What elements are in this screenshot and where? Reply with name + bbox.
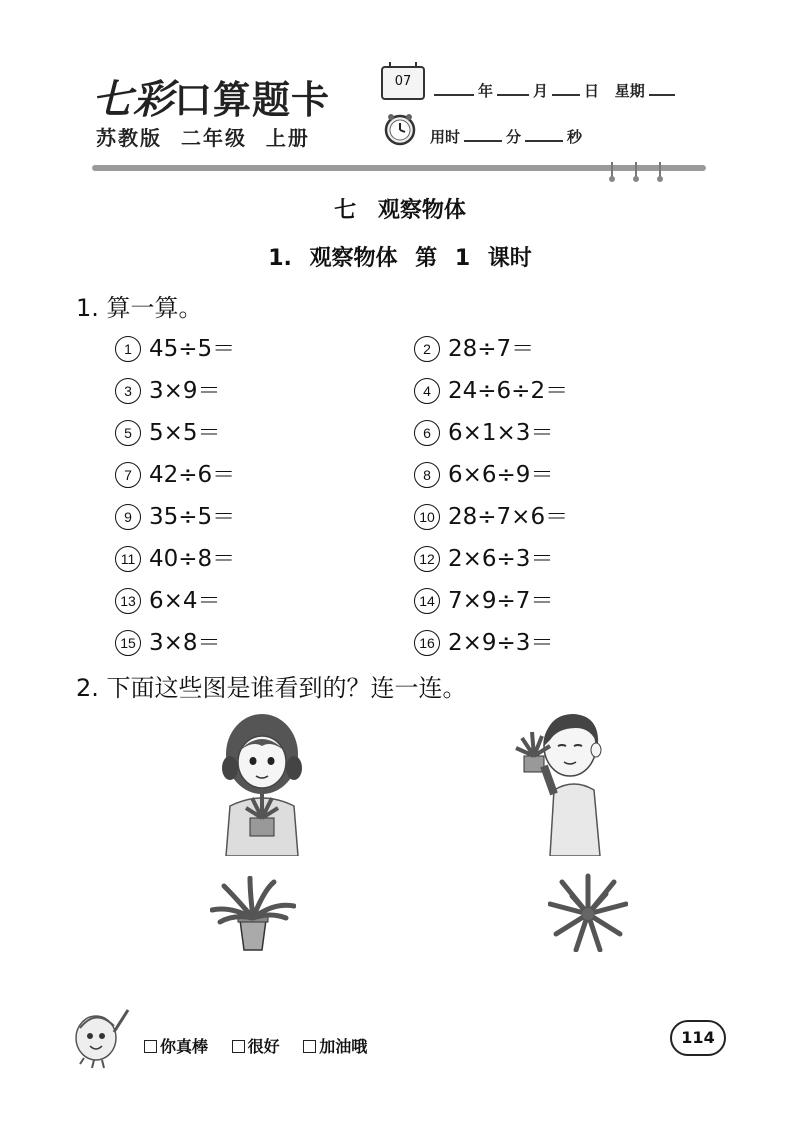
item-expression: 28÷7×6＝ — [448, 504, 569, 530]
month-label: 月 — [533, 82, 549, 100]
exercise-item — [115, 414, 221, 447]
exercise-item — [115, 582, 221, 615]
exercise-item — [414, 414, 553, 447]
exercise-item — [414, 540, 553, 573]
plant-side-view[interactable] — [210, 876, 296, 954]
item-number: 13 — [115, 588, 141, 614]
item-number: 16 — [414, 630, 440, 656]
exercise-item — [414, 582, 553, 615]
item-expression: 42÷6＝ — [149, 462, 236, 488]
plant-top-view[interactable] — [548, 872, 628, 952]
calendar-icon — [381, 66, 425, 100]
brand-logo-title: 口算题卡 — [174, 78, 331, 122]
item-expression: 40÷8＝ — [149, 546, 236, 572]
item-number: 9 — [115, 504, 141, 530]
option-good[interactable]: 很好 — [232, 1037, 280, 1056]
item-number: 7 — [115, 462, 141, 488]
exercise-item — [115, 498, 235, 531]
minutes-label: 分 — [506, 128, 522, 146]
binder-ring-icon — [632, 162, 640, 182]
item-expression: 2×6÷3＝ — [448, 546, 554, 572]
item-number: 1 — [115, 336, 141, 362]
seconds-blank[interactable] — [525, 126, 563, 142]
item-expression: 24÷6÷2＝ — [448, 378, 569, 404]
item-number: 14 — [414, 588, 440, 614]
checkbox-icon[interactable] — [303, 1040, 316, 1053]
item-number: 10 — [414, 504, 440, 530]
item-number: 3 — [115, 378, 141, 404]
brand-logo — [92, 68, 330, 125]
exercise-item — [115, 456, 235, 489]
item-number: 11 — [115, 546, 141, 572]
self-evaluation-options — [144, 1034, 385, 1057]
exercise-item — [115, 330, 235, 363]
page-number: 114 — [670, 1020, 726, 1056]
edition-subtitle: 苏教版 二年级 上册 — [96, 126, 310, 150]
item-expression: 45÷5＝ — [149, 336, 236, 362]
item-expression: 3×9＝ — [149, 378, 221, 404]
calendar-day: 07 — [394, 74, 412, 89]
weekday-blank[interactable] — [649, 80, 675, 96]
option-keep-trying[interactable]: 加油哦 — [303, 1037, 367, 1056]
boy-illustration[interactable] — [510, 706, 610, 856]
day-label: 日 — [584, 82, 600, 100]
time-used-label: 用时 — [430, 128, 461, 146]
exercise-item — [115, 540, 235, 573]
item-expression: 28÷7＝ — [448, 336, 535, 362]
question-2-heading: 2. 下面这些图是谁看到的？连一连。 — [76, 674, 467, 702]
item-expression: 35÷5＝ — [149, 504, 236, 530]
exercise-item — [414, 624, 553, 657]
year-label: 年 — [478, 82, 494, 100]
mascot-illustration — [70, 1002, 134, 1072]
item-number: 12 — [414, 546, 440, 572]
date-fields — [430, 80, 679, 101]
item-number: 6 — [414, 420, 440, 446]
question-1-heading: 1. 算一算。 — [76, 294, 203, 322]
lesson-title: 1. 观察物体 第 1 课时 — [268, 246, 532, 271]
item-expression: 7×9÷7＝ — [448, 588, 554, 614]
item-number: 15 — [115, 630, 141, 656]
binder-ring-icon — [656, 162, 664, 182]
item-expression: 3×8＝ — [149, 630, 221, 656]
binder-ring-icon — [608, 162, 616, 182]
item-expression: 6×4＝ — [149, 588, 221, 614]
exercise-item — [414, 498, 568, 531]
girl-illustration[interactable] — [212, 706, 312, 856]
day-blank[interactable] — [552, 80, 580, 96]
exercise-item — [414, 330, 534, 363]
item-expression: 5×5＝ — [149, 420, 221, 446]
exercise-item — [414, 456, 553, 489]
item-number: 8 — [414, 462, 440, 488]
item-expression: 6×6÷9＝ — [448, 462, 554, 488]
chapter-title: 七 观察物体 — [334, 198, 466, 223]
exercise-item — [414, 372, 568, 405]
weekday-label: 星期 — [614, 82, 645, 100]
seconds-label: 秒 — [567, 128, 583, 146]
brand-logo-prefix: 七彩 — [92, 76, 174, 123]
item-expression: 2×9÷3＝ — [448, 630, 554, 656]
year-blank[interactable] — [434, 80, 474, 96]
minutes-blank[interactable] — [464, 126, 502, 142]
clock-icon — [383, 112, 417, 146]
option-great[interactable]: 你真棒 — [144, 1037, 208, 1056]
exercise-item — [115, 372, 221, 405]
item-number: 5 — [115, 420, 141, 446]
exercise-item — [115, 624, 221, 657]
item-number: 4 — [414, 378, 440, 404]
checkbox-icon[interactable] — [232, 1040, 245, 1053]
item-expression: 6×1×3＝ — [448, 420, 554, 446]
checkbox-icon[interactable] — [144, 1040, 157, 1053]
time-fields — [430, 126, 582, 147]
month-blank[interactable] — [497, 80, 529, 96]
item-number: 2 — [414, 336, 440, 362]
